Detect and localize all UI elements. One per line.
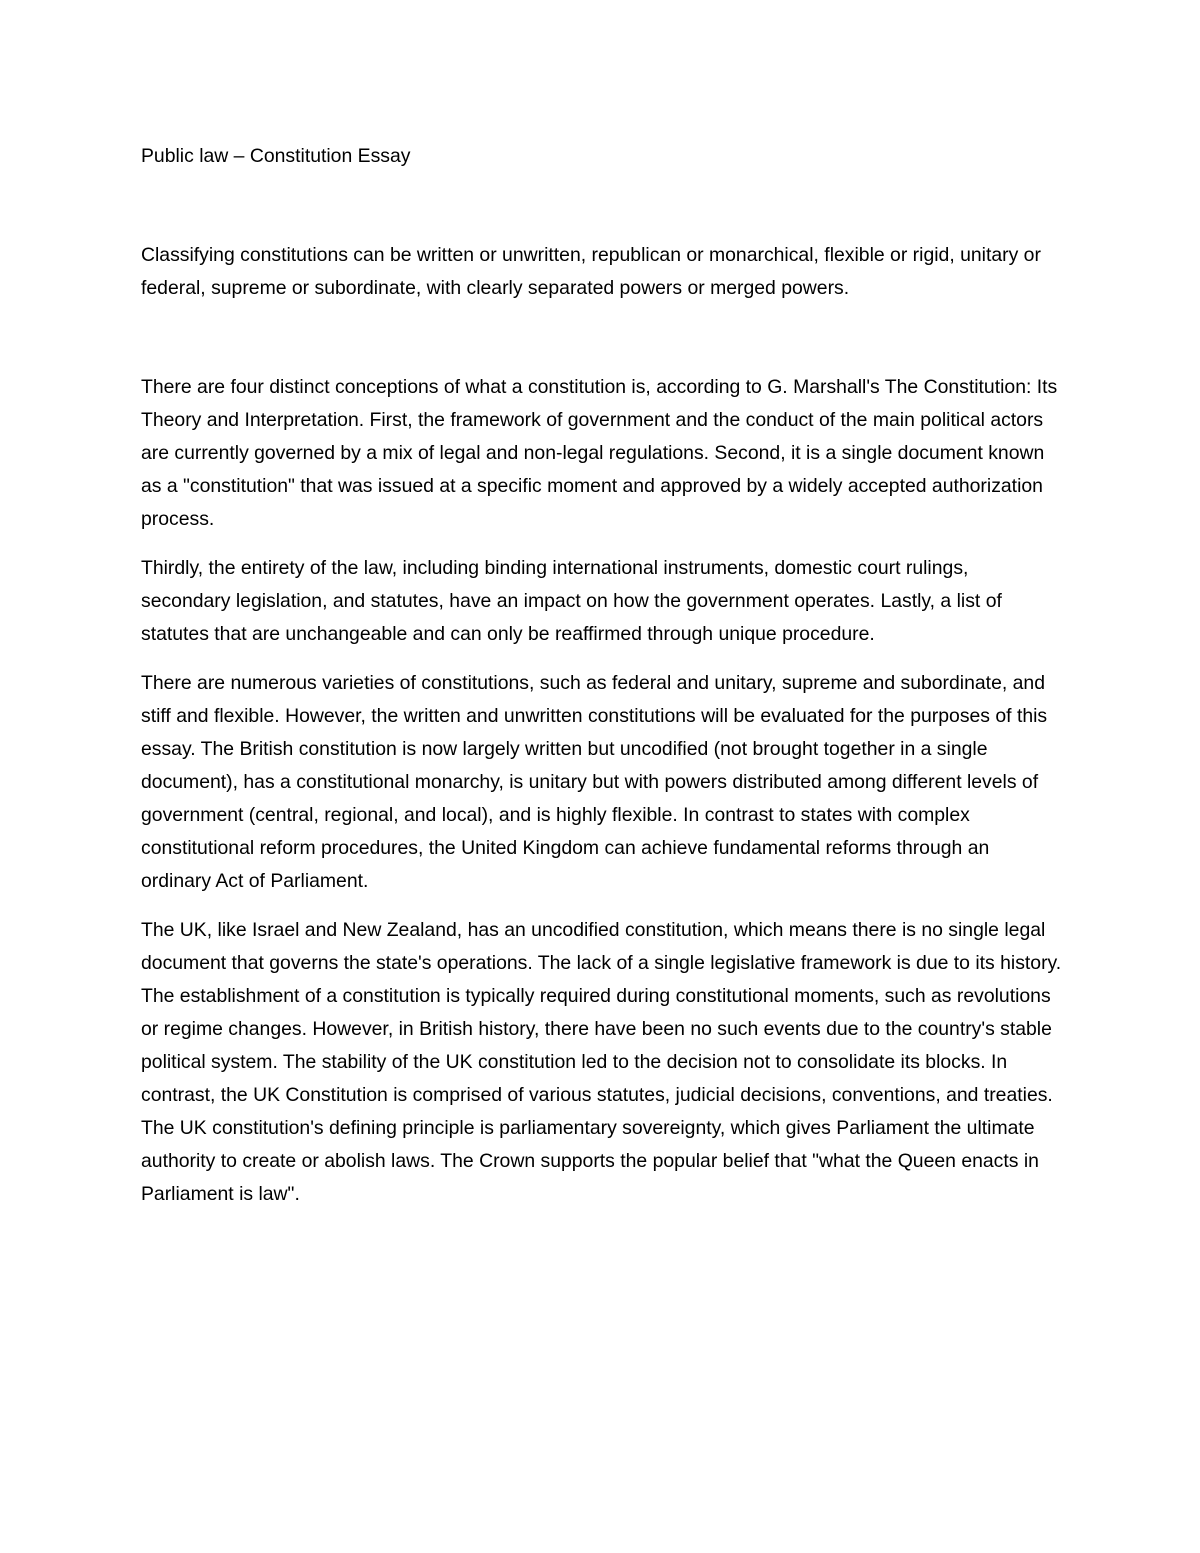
document-body [141,140,1063,1211]
document-title: Public law – Constitution Essay [141,145,411,167]
paragraph-uk-uncodified: The UK, like Israel and New Zealand, has an uncodified constitution, which means there is no single legal document that governs the state's operations. The lack of a single legislative framework is due to its history. The establishment of a constitution is typically required during constitutional moments, such as revolutions or regime changes. However, in British history, there have been no such events due to the country's stable political system. The stability of the UK constitution led to the decision not to consolidate its blocks. In contrast, the UK Constitution is comprised of various statutes, judicial decisions, conventions, and treaties. The UK constitution's defining principle is parliamentary sovereignty, which gives Parliament the ultimate authority to create or abolish laws. The Crown supports the popular belief that "what the Queen enacts in Parliament is law". [141,919,1062,1205]
paragraph-conceptions: There are four distinct conceptions of what a constitution is, according to G. Marshall's The Constitution: Its Theory and Interpretation. First, the framework of government and the conduct of the main political actors are currently governed by a mix of legal and non-legal regulations. Second, it is a single document known as a "constitution" that was issued at a specific moment and approved by a widely accepted authorization process. [141,376,1058,530]
paragraph-entirety-of-law: Thirdly, the entirety of the law, including binding international instruments, domestic court rulings, secondary legislation, and statutes, have an impact on how the government operates. Lastly, a list of statutes that are unchangeable and can only be reaffirmed through unique procedure. [141,557,1002,645]
paragraph-classification: Classifying constitutions can be written or unwritten, republican or monarchical, flexible or rigid, unitary or federal, supreme or subordinate, with clearly separated powers or merged powers. [141,244,1041,299]
paragraph-varieties: There are numerous varieties of constitutions, such as federal and unitary, supreme and subordinate, and stiff and flexible. However, the written and unwritten constitutions will be evaluated for the purposes of this essay. The British constitution is now largely written but uncodified (not brought together in a single document), has a constitutional monarchy, is unitary but with powers distributed among different levels of government (central, regional, and local), and is highly flexible. In contrast to states with complex constitutional reform procedures, the United Kingdom can achieve fundamental reforms through an ordinary Act of Parliament. [141,672,1048,892]
